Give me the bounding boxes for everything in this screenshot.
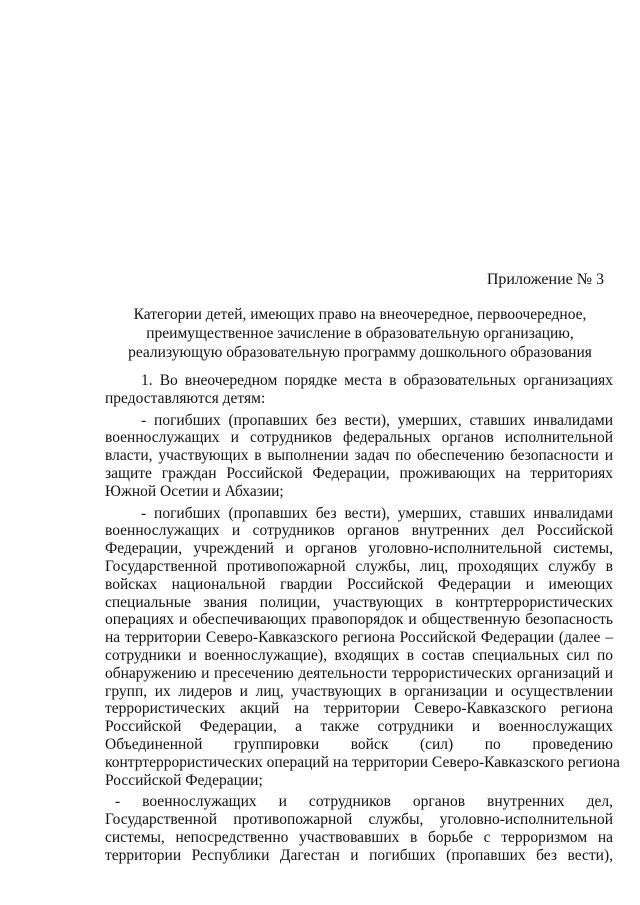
text-line: на территории Северо-Кавказского региона Российской Федерации (далее – — [105, 629, 613, 647]
text-line: террористических акций на территории Северо-Кавказского региона — [105, 700, 613, 718]
paragraph-2 — [105, 412, 613, 501]
document-body — [105, 372, 620, 869]
text-line: Объединенной группировки войск (сил) по проведению — [105, 735, 613, 753]
text-line: Государственной противопожарной службы, уголовно-исполнительной — [105, 811, 613, 829]
title-line: реализующую образовательную программу дошкольного образования — [128, 344, 592, 361]
title-line: Категории детей, имеющих право на внеочередное, первоочередное, — [133, 306, 587, 323]
text-line: войсках национальной гвардии Российской Федерации и имеющих — [105, 575, 613, 593]
text-line: обнаружению и пресечению деятельности террористических организаций и — [105, 664, 613, 682]
text-line: защите граждан Российской Федерации, проживающих на территориях — [105, 464, 613, 482]
text-line: 1. Во внеочередном порядке места в образовательных организациях — [141, 372, 613, 389]
text-line: групп, их лидеров и лиц, участвующих в организации и осуществлении — [105, 682, 613, 700]
text-line: операциях и обеспечивающих правопорядок и общественную безопасность — [105, 611, 613, 629]
text-line: сотрудники и военнослужащие), входящих в состав специальных сил по — [105, 646, 613, 664]
text-line: территории Республики Дагестан и погибших (пропавших без вести), — [105, 846, 613, 864]
text-line: контртеррористических операций на территории Северо-Кавказского региона — [105, 753, 620, 771]
text-line: Южной Осетии и Абхазии; — [105, 482, 284, 500]
appendix-label: Приложение № 3 — [486, 271, 604, 288]
text-line: военнослужащих и сотрудников органов внутренних дел Российской — [105, 522, 613, 540]
title-line: преимущественное зачисление в образовательную организацию, — [146, 325, 574, 342]
paragraph-1 — [105, 372, 613, 408]
text-line: специальные звания полиции, участвующих в контртеррористических — [105, 593, 613, 611]
document-title — [110, 305, 610, 362]
text-line: военнослужащих и сотрудников федеральных органов исполнительной — [105, 429, 613, 447]
paragraph-4 — [105, 793, 613, 864]
text-line: Российской Федерации, а также сотрудники и военнослужащих — [105, 718, 613, 736]
text-line: Российской Федерации; — [105, 771, 263, 789]
text-line: Федерации, учреждений и органов уголовно-исполнительной системы, — [105, 540, 613, 558]
paragraph-3 — [105, 504, 620, 790]
text-line: предоставляются детям: — [105, 389, 266, 407]
text-line: - военнослужащих и сотрудников органов внутренних дел, — [115, 793, 613, 811]
text-line: Государственной противопожарной службы, лиц, проходящих службу в — [105, 557, 613, 575]
text-line: - погибших (пропавших без вести), умерших, ставших инвалидами — [141, 411, 613, 429]
text-line: - погибших (пропавших без вести), умерших, ставших инвалидами — [141, 504, 613, 522]
text-line: власти, участвующих в выполнении задач по обеспечению безопасности и — [105, 447, 613, 465]
text-line: системы, непосредственно участвовавших в борьбе с терроризмом на — [105, 828, 613, 846]
